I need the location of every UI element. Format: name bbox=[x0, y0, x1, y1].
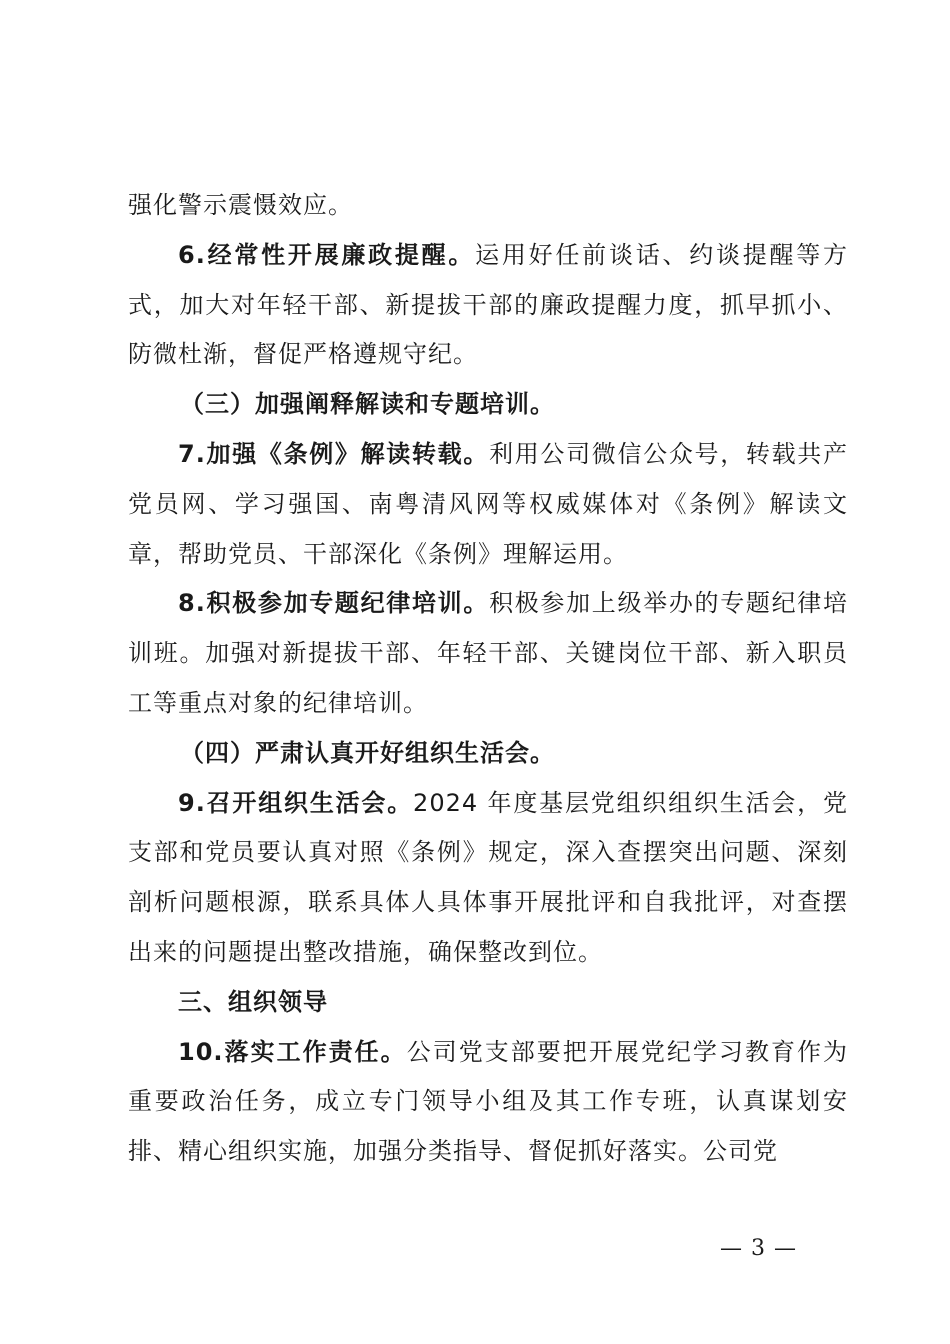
document-body bbox=[128, 181, 848, 1177]
paragraph-body: 利用公司微信公众号，转载共产党员网、学习强国、南粤清风网等权威媒体对《条例》解读文章，帮助党员、干部深化《条例》理解运用。 bbox=[128, 439, 848, 568]
item-heading: 9.召开组织生活会。 bbox=[178, 788, 414, 817]
paragraph-item-10 bbox=[128, 1028, 848, 1177]
item-heading: 10.落实工作责任。 bbox=[178, 1037, 407, 1066]
section-heading-text: （四）严肃认真开好组织生活会。 bbox=[180, 738, 555, 767]
section-heading-4 bbox=[128, 729, 848, 779]
paragraph-item-6 bbox=[128, 231, 848, 380]
paragraph-body: 2024 年度基层党组织组织生活会，党支部和党员要认真对照《条例》规定，深入查摆突出问题、深刻剖析问题根源，联系具体人具体事开展批评和自我批评，对查摆出来的问题提出整改措施，确保整改到位。 bbox=[128, 788, 848, 966]
paragraph-item-9 bbox=[128, 779, 848, 978]
paragraph-body: 强化警示震慑效应。 bbox=[128, 191, 353, 219]
item-heading: 6.经常性开展廉政提醒。 bbox=[178, 240, 476, 269]
paragraph-body: 运用好任前谈话、约谈提醒等方式，加大对年轻干部、新提拔干部的廉政提醒力度，抓早抓小、防微杜渐，督促严格遵规守纪。 bbox=[128, 240, 848, 369]
item-heading: 7.加强《条例》解读转载。 bbox=[178, 439, 490, 468]
paragraph-item-7 bbox=[128, 430, 848, 579]
section-heading-3 bbox=[128, 380, 848, 430]
page-number: — 3 — bbox=[720, 1236, 797, 1261]
paragraph-item-8 bbox=[128, 579, 848, 728]
section-heading-text: （三）加强阐释解读和专题培训。 bbox=[180, 390, 555, 419]
part-heading-text: 三、组织领导 bbox=[178, 987, 328, 1016]
item-heading: 8.积极参加专题纪律培训。 bbox=[178, 589, 490, 618]
part-heading-3 bbox=[128, 978, 848, 1028]
paragraph-continuation bbox=[128, 181, 848, 231]
paragraph-body: 公司党支部要把开展党纪学习教育作为重要政治任务，成立专门领导小组及其工作专班，认真谋划安排、精心组织实施，加强分类指导、督促抓好落实。公司党 bbox=[128, 1037, 849, 1166]
paragraph-body: 积极参加上级举办的专题纪律培训班。加强对新提拔干部、年轻干部、关键岗位干部、新入职员工等重点对象的纪律培训。 bbox=[128, 589, 848, 717]
